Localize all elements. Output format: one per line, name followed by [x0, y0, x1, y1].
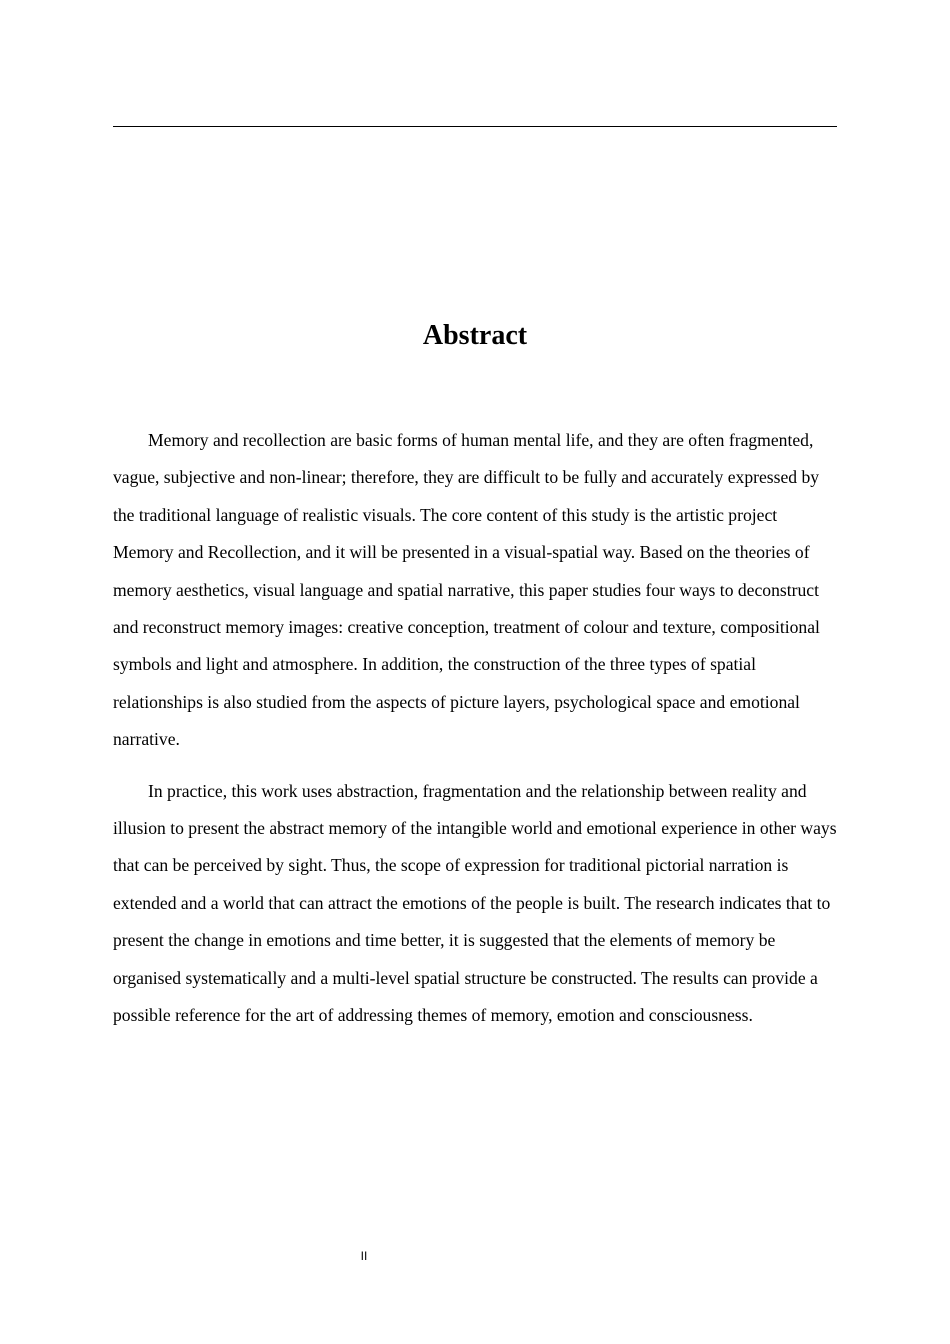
abstract-paragraph-1: Memory and recollection are basic forms of human mental life, and they are often fragmented, vague, subjective and non-linear; therefore, they are difficult to be fully and accurately expressed by the traditional language of realistic visuals. The core content of this study is the artistic project Memory and Recollection, and it will be presented in a visual-spatial way. Based on the theories of memory aesthetics, visual language and spatial narrative, this paper studies four ways to deconstruct and reconstruct memory images: creative conception, treatment of colour and texture, compositional symbols and light and atmosphere. In addition, the construction of the three types of spatial relationships is also studied from the aspects of picture layers, psychological space and emotional narrative.: [113, 430, 820, 750]
abstract-body: [113, 422, 837, 1049]
abstract-paragraph-2: In practice, this work uses abstraction, fragmentation and the relationship between reality and illusion to present the abstract memory of the intangible world and emotional experience in other ways that can be perceived by sight. Thus, the scope of expression for traditional pictorial narration is extended and a world that can attract the emotions of the people is built. The research indicates that to present the change in emotions and time better, it is suggested that the elements of memory be organised systematically and a multi-level spatial structure be constructed. The results can provide a possible reference for the art of addressing themes of memory, emotion and consciousness.: [113, 780, 837, 1026]
page-number: II: [360, 1249, 368, 1263]
header-rule: [113, 126, 837, 127]
page-title: Abstract: [422, 320, 528, 351]
